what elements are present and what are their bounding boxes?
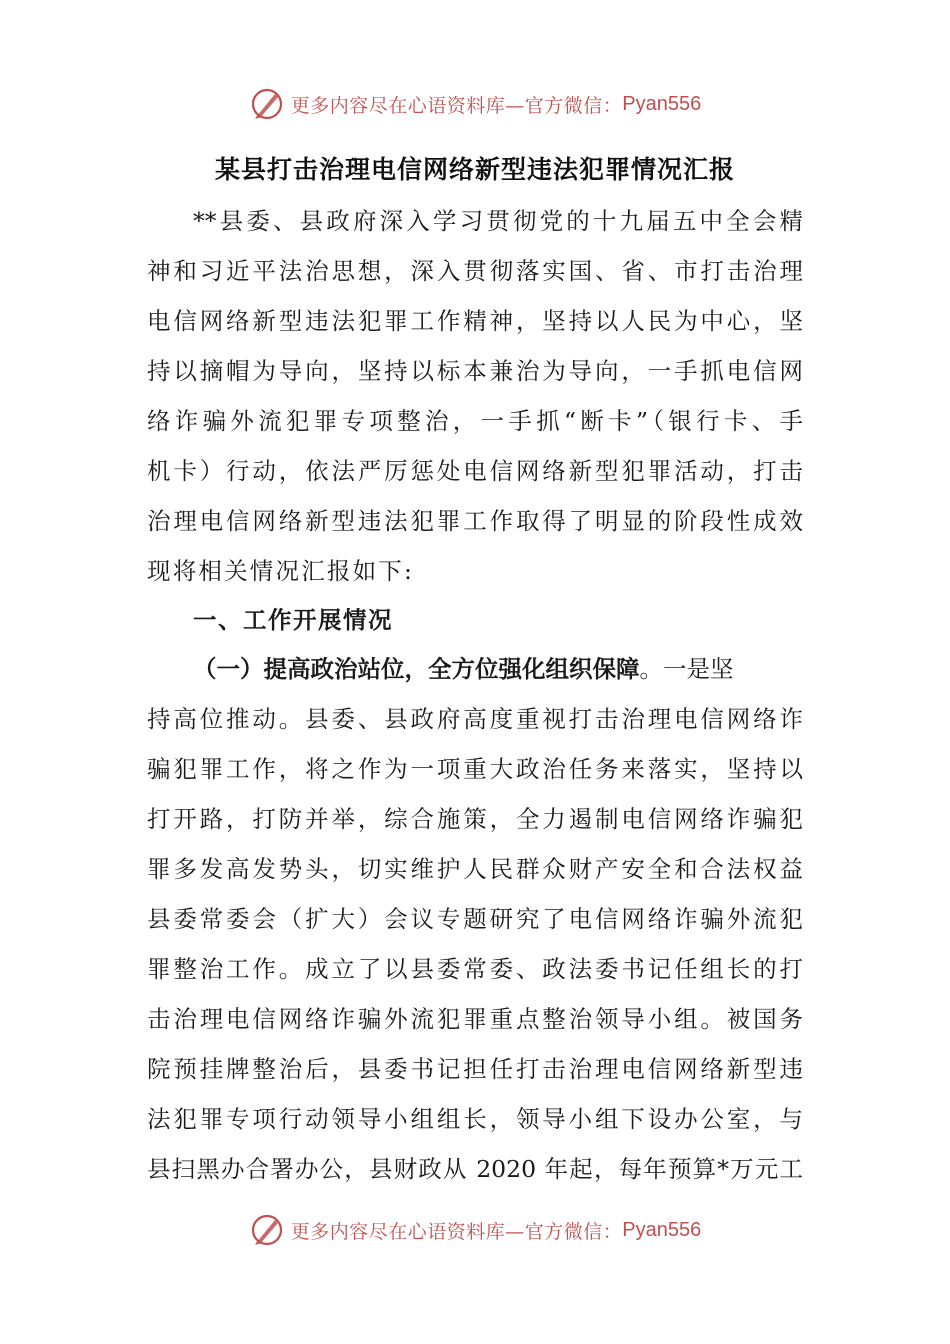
section-heading: 一、工作开展情况 — [193, 606, 393, 634]
subsection-continuation: 。一是坚 — [639, 655, 734, 683]
paragraph-line: 骗犯罪工作，将之作为一项重大政治任务来落实，坚持以 — [147, 755, 803, 783]
paragraph-line: 现将相关情况汇报如下: — [147, 557, 415, 585]
paragraph-line: 持以摘帽为导向，坚持以标本兼治为导向，一手抓电信网 — [147, 357, 803, 385]
paragraph-line: 击治理电信网络诈骗外流犯罪重点整治领导小组。被国务 — [147, 1005, 803, 1033]
paragraph-line: 罪多发高发势头，切实维护人民群众财产安全和合法权益 — [147, 855, 803, 883]
paragraph-line: 治理电信网络新型违法犯罪工作取得了明显的阶段性成效 — [147, 507, 803, 535]
banner-wechat-id: Pyan556 — [622, 92, 702, 115]
subsection-heading: （一）提高政治站位，全方位强化组织保障 — [193, 655, 640, 683]
document-title: 某县打击治理电信网络新型违法犯罪情况汇报 — [214, 155, 735, 184]
banner-text: 更多内容尽在心语资料库—官方微信： — [290, 1220, 623, 1243]
paragraph-line: 罪整治工作。成立了以县委常委、政法委书记任组长的打 — [147, 955, 803, 983]
paragraph-line: 持高位推动。县委、县政府高度重视打击治理电信网络诈 — [147, 705, 803, 733]
header-banner — [0, 84, 950, 124]
banner-wechat-id: Pyan556 — [622, 1218, 702, 1241]
pen-logo-icon — [249, 1212, 285, 1248]
paragraph-line: 县扫黑办合署办公，县财政从 2020 年起，每年预算*万元工 — [147, 1155, 803, 1183]
paragraph-line: 神和习近平法治思想，深入贯彻落实国、省、市打击治理 — [147, 257, 803, 285]
paragraph-line: 打开路，打防并举，综合施策，全力遏制电信网络诈骗犯 — [147, 805, 803, 833]
subsection-line — [193, 653, 803, 685]
paragraph-line: 机卡）行动，依法严厉惩处电信网络新型犯罪活动，打击 — [147, 457, 803, 485]
paragraph-line: **县委、县政府深入学习贯彻党的十九届五中全会精 — [193, 207, 803, 235]
pen-logo-icon — [249, 86, 285, 122]
paragraph-line: 法犯罪专项行动领导小组组长，领导小组下设办公室，与 — [147, 1105, 803, 1133]
paragraph-line: 络诈骗外流犯罪专项整治，一手抓“断卡”（银行卡、手 — [147, 407, 803, 435]
paragraph-line: 电信网络新型违法犯罪工作精神，坚持以人民为中心，坚 — [147, 307, 803, 335]
paragraph-line: 院预挂牌整治后，县委书记担任打击治理电信网络新型违 — [147, 1055, 803, 1083]
banner-text: 更多内容尽在心语资料库—官方微信： — [290, 94, 623, 117]
paragraph-line: 县委常委会（扩大）会议专题研究了电信网络诈骗外流犯 — [147, 905, 803, 933]
footer-banner — [0, 1210, 950, 1250]
